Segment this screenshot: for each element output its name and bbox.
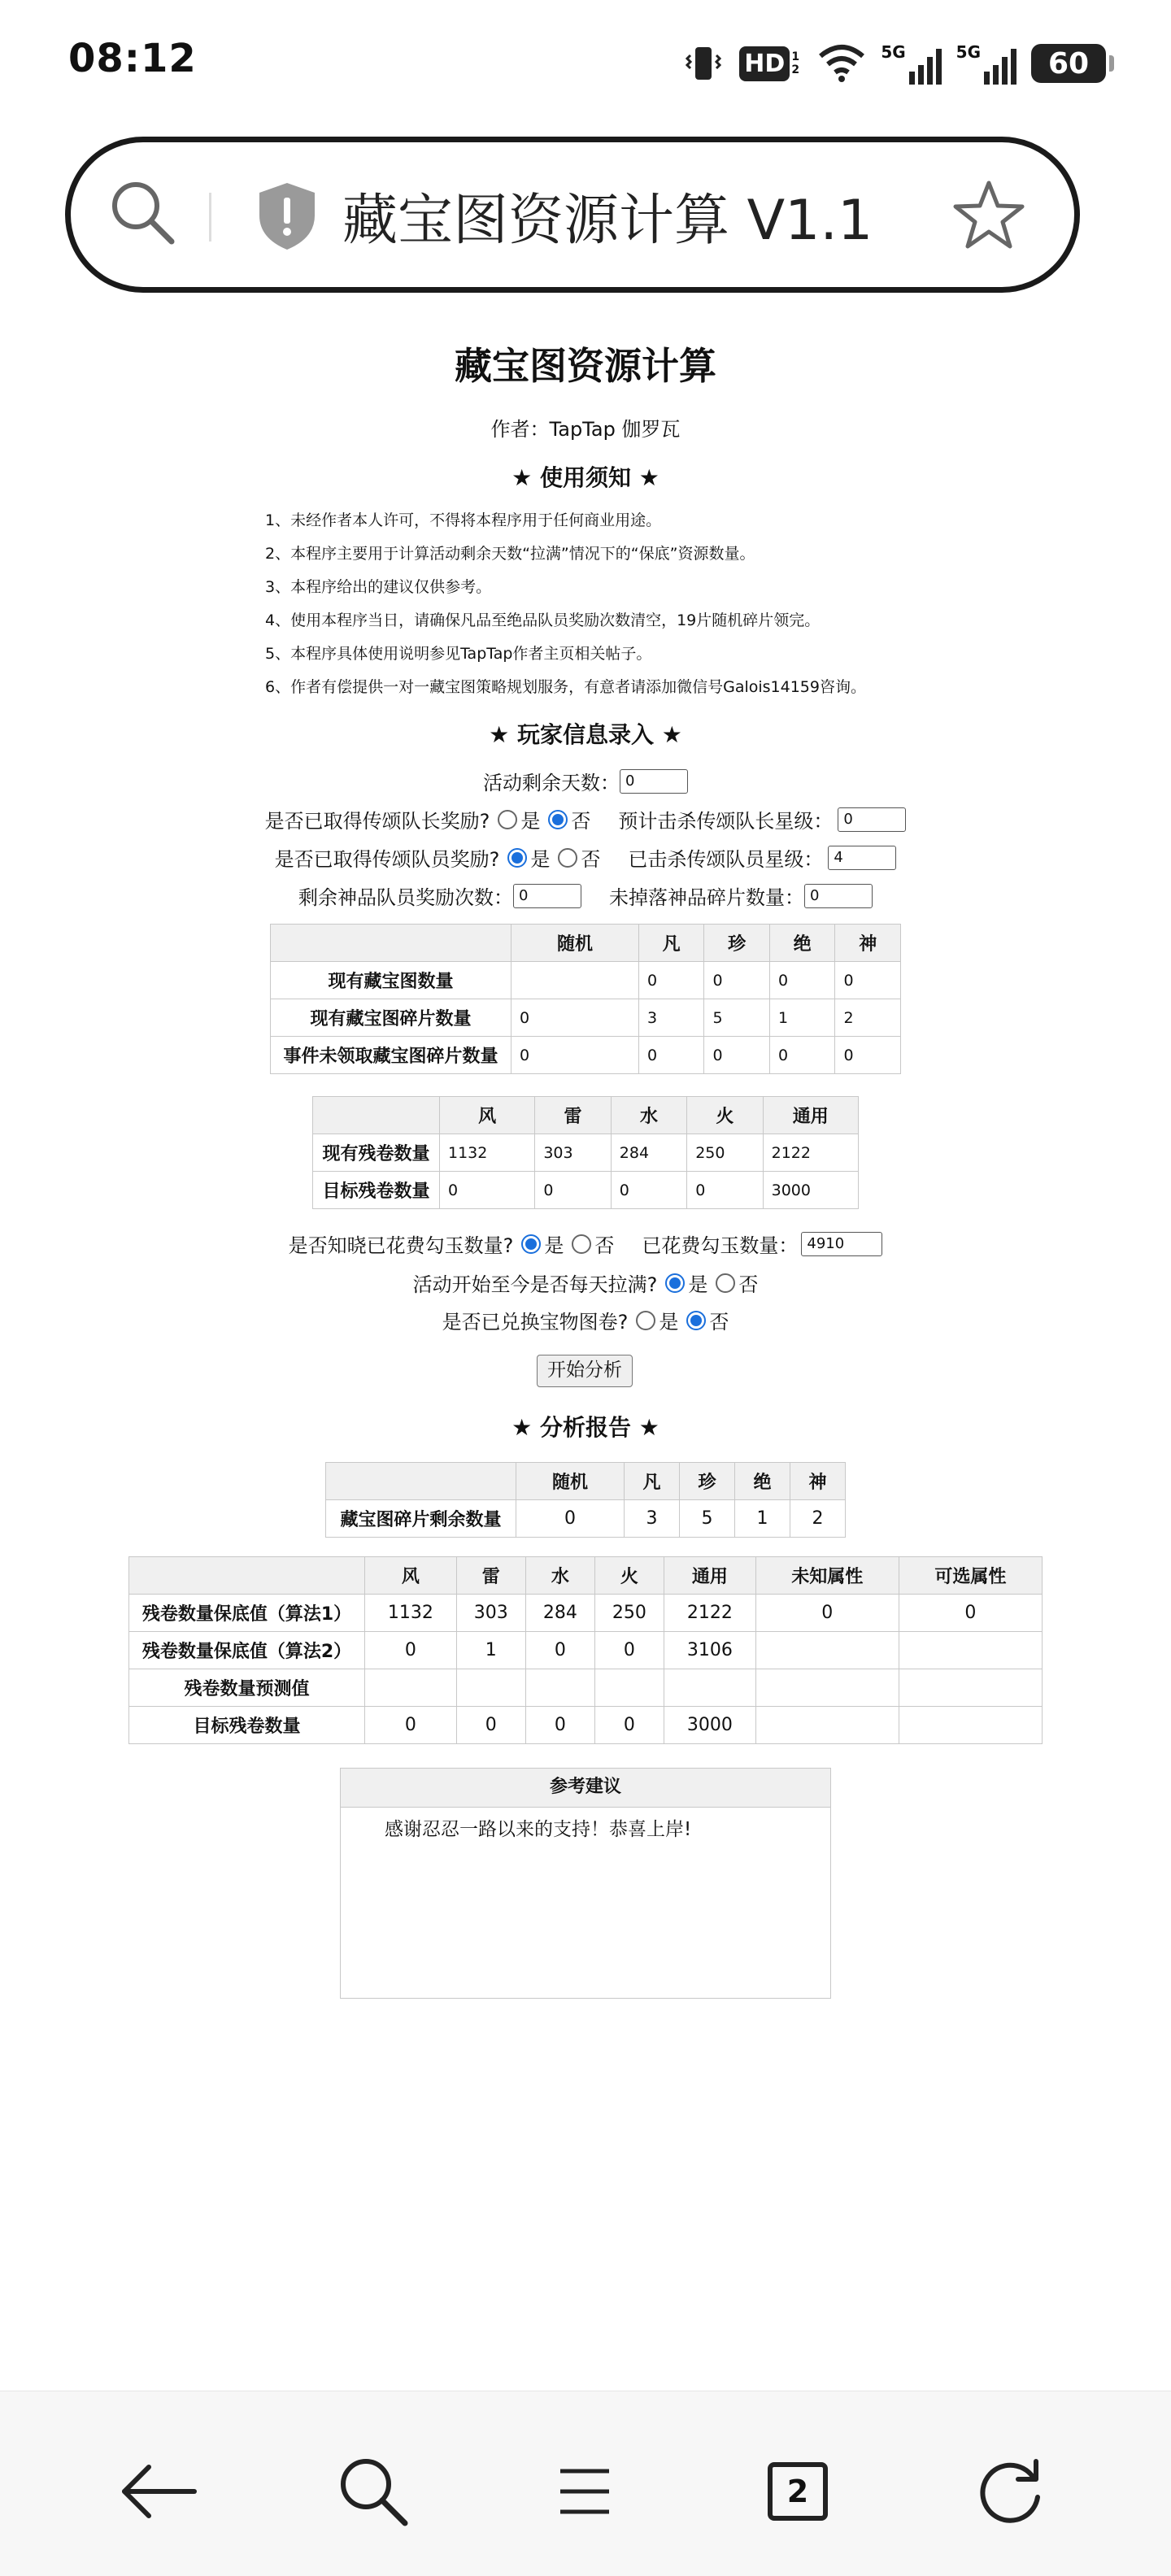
table-row [129,1707,1043,1744]
battery-level: 60 [1047,46,1090,80]
result-cell: 3000 [664,1707,755,1744]
member-reward-row [0,843,1171,872]
table-row [313,1134,859,1172]
table-row [326,1500,846,1538]
advice-heading: 参考建议 [341,1769,830,1808]
god-reward-input[interactable]: 0 [513,884,581,908]
table-header-cell: 水 [525,1557,594,1595]
table-header-cell [271,925,511,962]
result-cell: 0 [899,1595,1042,1632]
no-label: 否 [709,1311,729,1334]
advice-text: 感谢忍忍一路以来的支持！恭喜上岸! [385,1819,692,1840]
row-label: 现有藏宝图数量 [271,962,511,999]
scroll-result-table [128,1556,1043,1744]
table-row [313,1172,859,1209]
member-reward-label: 是否已取得传颂队员奖励? [274,848,500,871]
map-input-cell[interactable]: 0 [704,962,770,999]
row-label: 残卷数量保底值（算法2） [129,1632,365,1669]
row-label: 现有残卷数量 [313,1134,440,1172]
table-header-cell: 神 [835,925,901,962]
map-input-cell[interactable]: 0 [511,1037,639,1074]
table-row [129,1632,1043,1669]
page-content [0,325,1171,2391]
result-cell: 284 [525,1595,594,1632]
result-cell: 0 [525,1707,594,1744]
notice-item: 5、本程序具体使用说明参见TapTap作者主页相关帖子。 [265,645,652,663]
table-row [271,999,901,1037]
report-heading: ★ 分析报告 ★ [511,1414,660,1441]
scroll-input-cell[interactable]: 0 [611,1172,686,1209]
table-header-row [313,1097,859,1134]
page-title: 藏宝图资源计算 [455,344,716,388]
table-header-row [326,1463,846,1500]
result-cell: 5 [679,1500,734,1538]
yes-label: 是 [659,1311,679,1334]
result-cell: 2122 [664,1595,755,1632]
map-input-cell[interactable]: 0 [835,962,901,999]
result-cell: 3 [624,1500,679,1538]
page-url-title[interactable]: 藏宝图资源计算 V1.1 [342,189,873,253]
jade-spent-label: 已花费勾玉数量： [642,1234,799,1257]
days-label: 活动剩余天数： [483,772,620,794]
table-header-cell: 凡 [624,1463,679,1500]
status-icons [682,41,1106,86]
notice-item: 2、本程序主要用于计算活动剩余天数“拉满”情况下的“保底”资源数量。 [265,545,755,563]
result-cell: 2 [790,1500,845,1538]
row-label: 残卷数量保底值（算法1） [129,1595,365,1632]
hd-label: HD [739,46,790,81]
map-input-table [270,924,901,1074]
exchanged-no-radio[interactable] [686,1311,706,1330]
table-header-cell: 水 [611,1097,686,1134]
captain-reward-row [0,805,1171,833]
result-cell: 0 [456,1707,525,1744]
map-input-cell[interactable]: 3 [638,999,704,1037]
menu-button[interactable] [540,2447,629,2536]
map-input-cell[interactable]: 0 [638,962,704,999]
result-cell: 0 [594,1632,664,1669]
days-input[interactable]: 0 [620,769,688,794]
result-cell: 3106 [664,1632,755,1669]
table-header-cell: 珍 [704,925,770,962]
table-header-cell: 可选属性 [899,1557,1042,1595]
table-header-row [129,1557,1043,1595]
back-arrow-icon [118,2459,199,2524]
notice-list [265,504,866,704]
table-header-cell: 火 [594,1557,664,1595]
result-cell: 303 [456,1595,525,1632]
daily-full-no-radio[interactable] [716,1273,735,1293]
wifi-icon [817,43,866,84]
god-frag-label: 未掉落神品碎片数量： [609,886,804,909]
table-header-cell: 神 [790,1463,845,1500]
map-input-cell[interactable]: 0 [511,999,639,1037]
yes-label: 是 [530,848,551,871]
table-header-cell [326,1463,516,1500]
table-header-cell [313,1097,440,1134]
god-reward-label: 剩余神品队员奖励次数： [298,886,513,909]
result-cell [755,1707,899,1744]
hd-icon [739,46,803,81]
no-label: 否 [738,1273,759,1296]
address-divider [209,193,211,242]
sim2-label: 5G [956,42,981,62]
search-icon[interactable] [107,176,180,250]
scroll-input-cell[interactable]: 2122 [763,1134,858,1172]
notice-item: 3、本程序给出的建议仅供参考。 [265,578,492,596]
scroll-input-cell[interactable]: 303 [535,1134,611,1172]
map-input-cell[interactable]: 0 [835,1037,901,1074]
address-bar[interactable] [65,137,1080,293]
jade-known-label: 是否知晓已花费勾玉数量? [288,1234,514,1257]
member-reward-yes-radio[interactable] [507,848,527,868]
signal-icon-1 [881,42,941,85]
table-header-row [271,925,901,962]
map-input-cell[interactable]: 0 [638,1037,704,1074]
result-cell [899,1632,1042,1669]
fragment-remaining-table [325,1462,846,1538]
notice-heading: ★ 使用须知 ★ [511,464,660,491]
map-input-cell[interactable] [511,962,639,999]
table-header-cell: 风 [440,1097,535,1134]
table-row [129,1595,1043,1632]
start-analysis-button[interactable]: 开始分析 [537,1355,633,1387]
table-header-cell: 风 [365,1557,457,1595]
scroll-input-cell[interactable]: 1132 [440,1134,535,1172]
status-bar [0,0,1171,130]
tabs-button[interactable] [753,2447,842,2536]
no-label: 否 [594,1234,615,1257]
scroll-input-cell[interactable]: 3000 [763,1172,858,1209]
captain-star-input[interactable]: 0 [838,807,906,832]
result-cell: 1132 [365,1595,457,1632]
captain-reward-no-radio[interactable] [548,810,568,829]
exchanged-label: 是否已兑换宝物图卷? [442,1311,629,1334]
scroll-input-cell[interactable]: 284 [611,1134,686,1172]
jade-spent-input[interactable]: 4910 [801,1232,882,1256]
table-header-cell: 随机 [511,925,639,962]
map-input-cell[interactable]: 0 [704,1037,770,1074]
vibrate-icon [682,42,725,85]
result-cell: 0 [365,1707,457,1744]
jade-known-no-radio[interactable] [572,1234,591,1254]
reload-icon [974,2455,1047,2528]
daily-full-label: 活动开始至今是否每天拉满? [412,1273,658,1296]
yes-label: 是 [688,1273,708,1296]
map-input-cell[interactable]: 1 [769,999,835,1037]
captain-star-label: 预计击杀传颂队长星级： [618,810,834,833]
map-input-cell[interactable]: 2 [835,999,901,1037]
result-cell [899,1669,1042,1707]
table-header-cell: 珍 [679,1463,734,1500]
tab-count-badge: 2 [768,2462,828,2521]
result-cell [755,1632,899,1669]
no-label: 否 [571,810,591,833]
no-label: 否 [581,848,601,871]
scroll-input-cell[interactable]: 250 [687,1134,763,1172]
result-cell: 0 [516,1500,625,1538]
exchanged-yes-radio[interactable] [636,1311,655,1330]
signal-icon-2 [956,42,1016,85]
captain-reward-yes-radio[interactable] [498,810,517,829]
result-cell: 0 [525,1632,594,1669]
scroll-input-cell[interactable]: 0 [687,1172,763,1209]
notice-item: 1、未经作者本人许可，不得将本程序用于任何商业用途。 [265,511,662,529]
row-label: 目标残卷数量 [129,1707,365,1744]
sim1-label: 5G [881,42,906,62]
result-cell: 1 [456,1632,525,1669]
table-header-cell: 随机 [516,1463,625,1500]
notice-item: 4、使用本程序当日，请确保凡品至绝品队员奖励次数清空，19片随机碎片领完。 [265,611,821,629]
row-label: 目标残卷数量 [313,1172,440,1209]
member-star-label: 已击杀传颂队员星级： [628,848,824,871]
map-input-cell[interactable]: 0 [769,1037,835,1074]
advice-box [340,1768,831,1999]
result-cell: 0 [755,1595,899,1632]
yes-label: 是 [544,1234,564,1257]
author-line: 作者：TapTap 伽罗瓦 [490,418,681,441]
status-time: 08:12 [68,36,197,81]
result-cell [755,1669,899,1707]
shield-warning-icon[interactable] [255,180,320,253]
daily-full-yes-radio[interactable] [665,1273,685,1293]
result-cell: 0 [594,1707,664,1744]
result-cell: 250 [594,1595,664,1632]
map-input-cell[interactable]: 0 [769,962,835,999]
result-cell [525,1669,594,1707]
table-header-cell: 雷 [456,1557,525,1595]
row-label: 藏宝图碎片剩余数量 [326,1500,516,1538]
reload-button[interactable] [966,2447,1056,2536]
notice-item: 6、作者有偿提供一对一藏宝图策略规划服务，有意者请添加微信号Galois14159咨询。 [265,678,866,696]
battery-icon [1031,44,1106,83]
input-heading: ★ 玩家信息录入 ★ [489,721,682,748]
god-reward-row [0,881,1171,910]
table-header-cell: 绝 [769,925,835,962]
row-label: 残卷数量预测值 [129,1669,365,1707]
exchanged-row [0,1306,1171,1334]
daily-full-row [0,1268,1171,1297]
table-header-cell: 绝 [734,1463,790,1500]
result-cell [664,1669,755,1707]
yes-label: 是 [520,810,541,833]
table-header-cell: 未知属性 [755,1557,899,1595]
table-header-cell: 通用 [664,1557,755,1595]
result-cell [594,1669,664,1707]
search-button[interactable] [329,2447,418,2536]
row-label: 现有藏宝图碎片数量 [271,999,511,1037]
days-row [0,767,1171,795]
god-frag-input[interactable]: 0 [804,884,873,908]
member-star-input[interactable]: 4 [828,846,896,870]
bookmark-star-icon[interactable] [952,178,1025,251]
result-cell: 1 [734,1500,790,1538]
table-header-cell: 凡 [638,925,704,962]
member-reward-no-radio[interactable] [558,848,577,868]
table-header-cell: 火 [687,1097,763,1134]
map-input-cell[interactable]: 5 [704,999,770,1037]
table-row [129,1669,1043,1707]
menu-icon [552,2463,617,2520]
hd-sub-label: 1 2 [791,50,800,76]
bottom-navigation [0,2391,1171,2576]
result-cell [456,1669,525,1707]
table-row [271,962,901,999]
result-cell: 0 [365,1632,457,1669]
result-cell [899,1707,1042,1744]
table-header-cell [129,1557,365,1595]
scroll-input-table [312,1096,859,1209]
row-label: 事件未领取藏宝图碎片数量 [271,1037,511,1074]
table-row [271,1037,901,1074]
captain-reward-label: 是否已取得传颂队长奖励? [264,810,490,833]
back-button[interactable] [114,2447,203,2536]
scroll-input-cell[interactable]: 0 [535,1172,611,1209]
search-icon [335,2453,411,2530]
table-header-cell: 雷 [535,1097,611,1134]
table-header-cell: 通用 [763,1097,858,1134]
jade-known-yes-radio[interactable] [521,1234,541,1254]
jade-row [0,1229,1171,1258]
result-cell [365,1669,457,1707]
scroll-input-cell[interactable]: 0 [440,1172,535,1209]
